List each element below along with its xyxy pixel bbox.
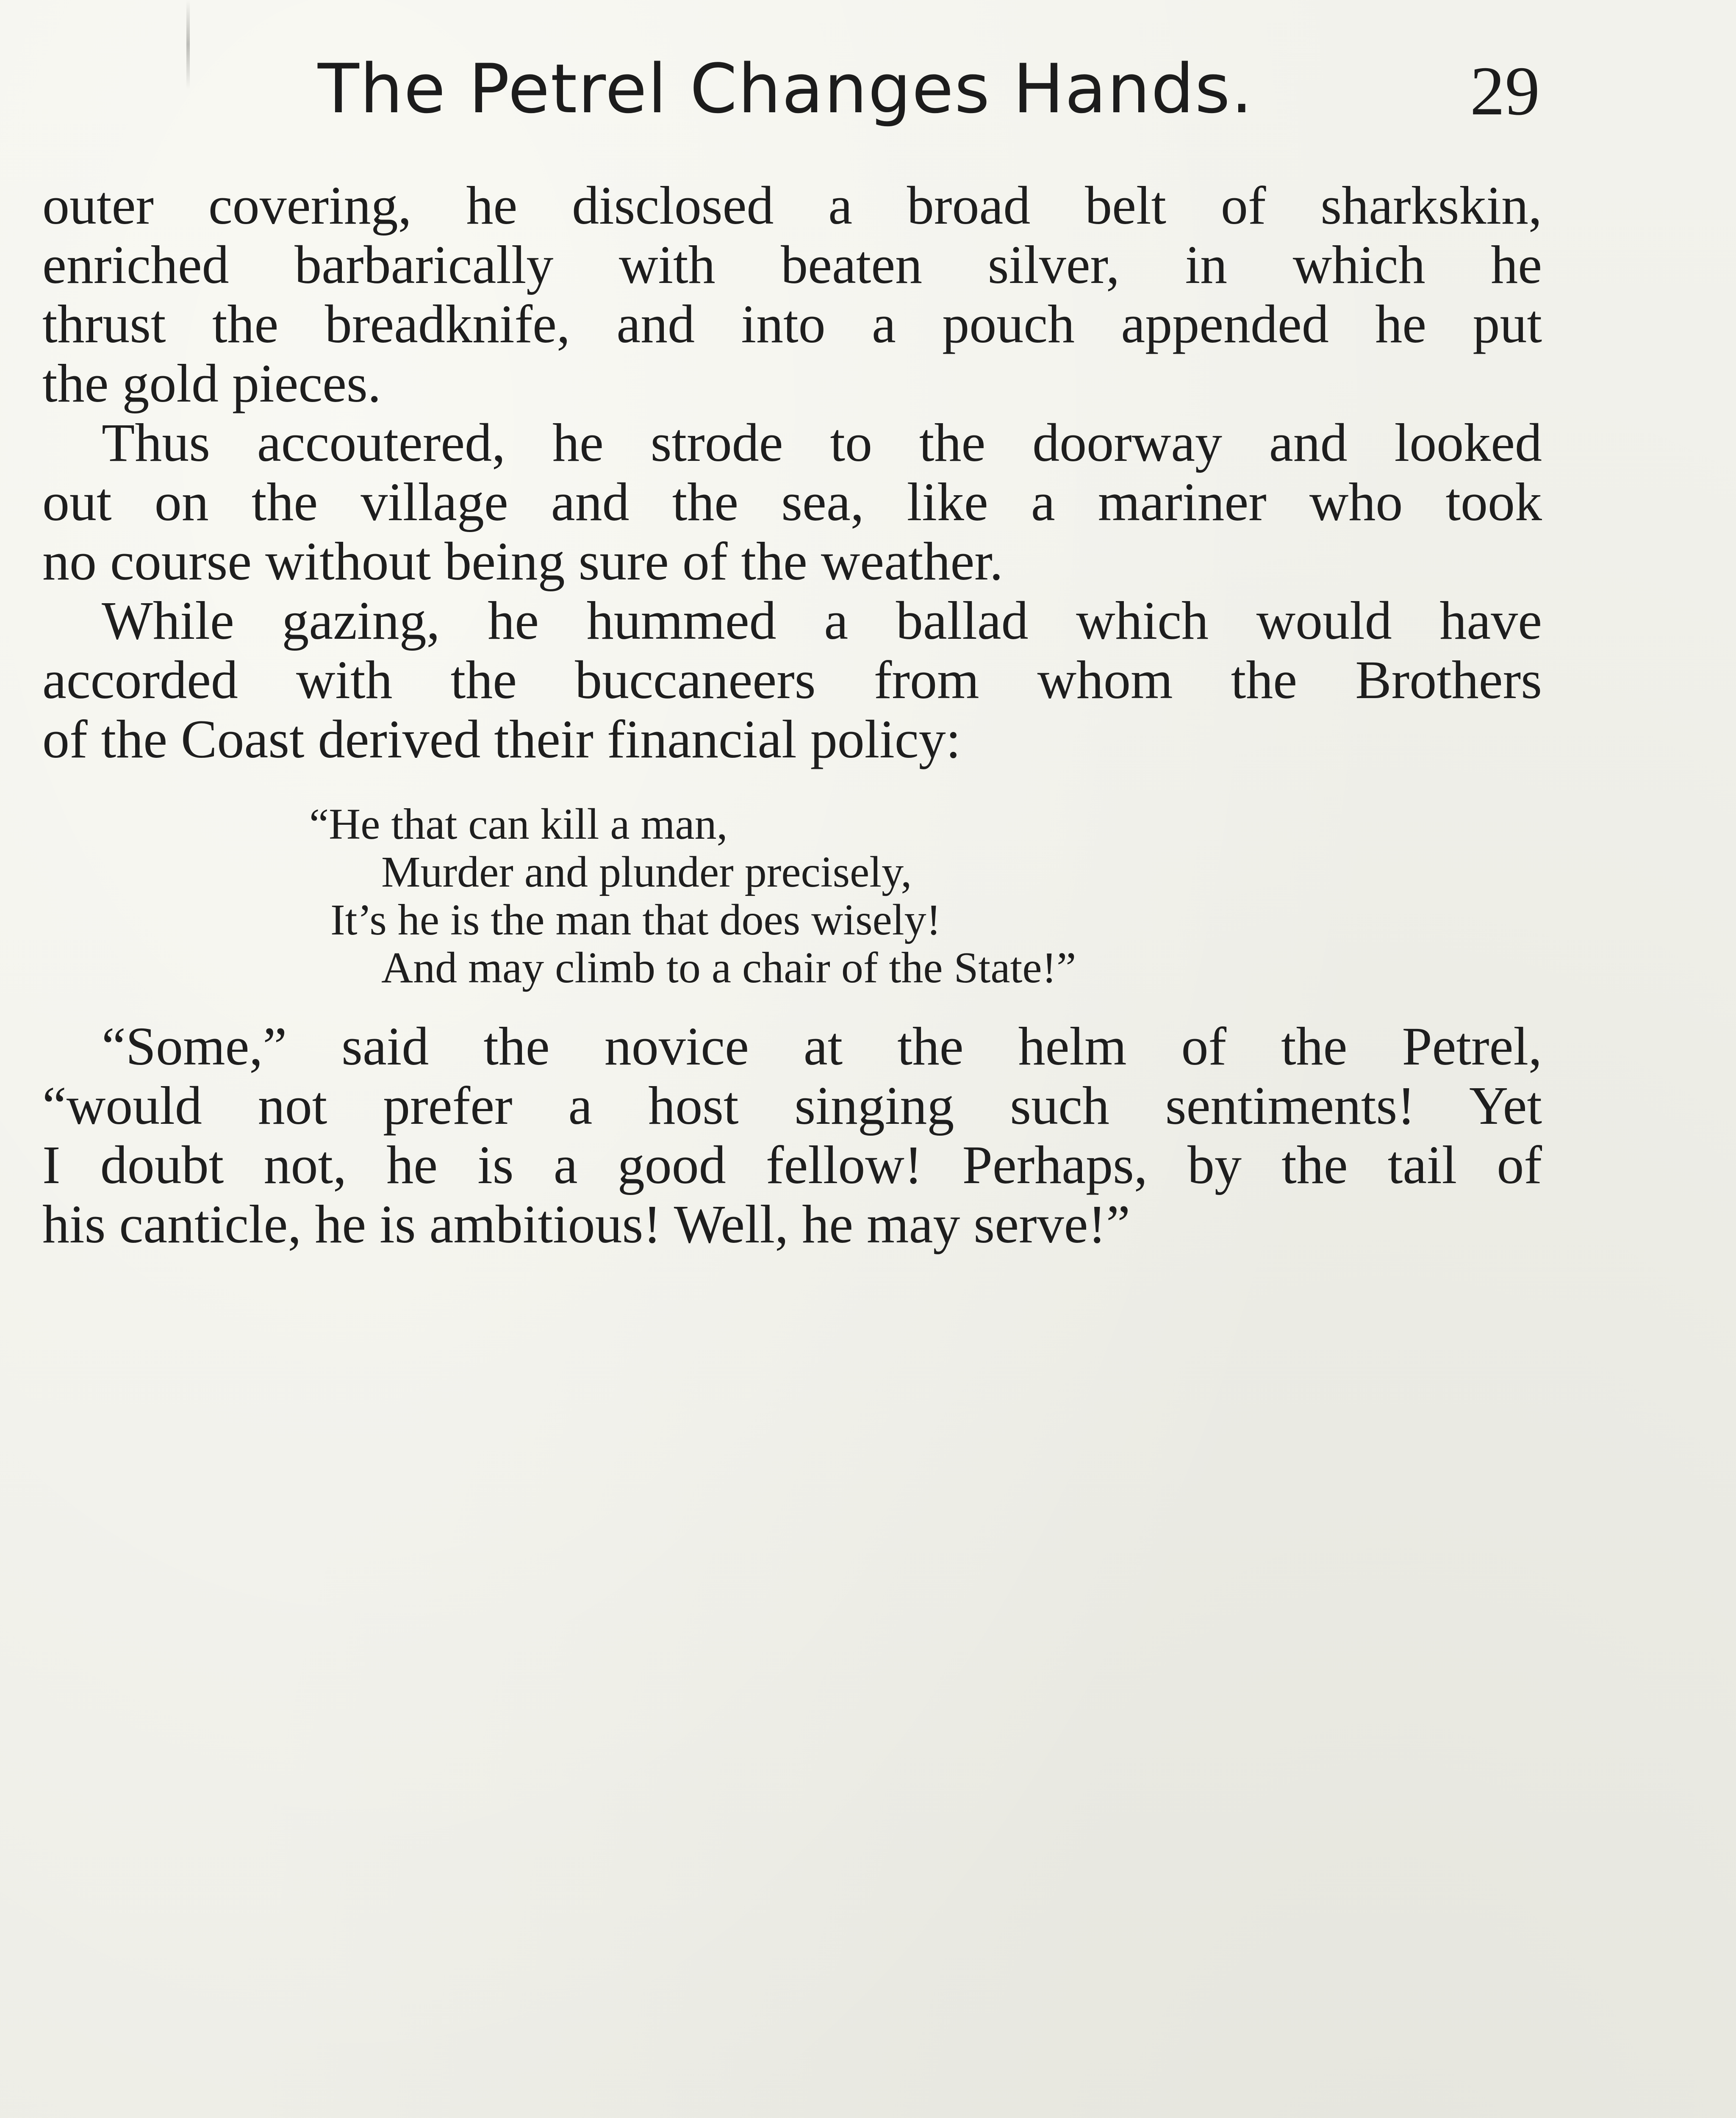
verse-line: And may climb to a chair of the State!” bbox=[381, 943, 1076, 992]
text-line: of the Coast derived their financial policy: bbox=[42, 709, 961, 769]
text-line: “would not prefer a host singing such sentiments! Yet bbox=[42, 1076, 1542, 1136]
paragraph-2 bbox=[42, 413, 1542, 591]
text-line: outer covering, he disclosed a broad belt of sharkskin, bbox=[42, 175, 1542, 236]
scan-edge-mark bbox=[186, 0, 190, 89]
verse-line: Murder and plunder precisely, bbox=[381, 848, 912, 896]
running-title: The Petrel Changes Hands. bbox=[318, 49, 1253, 128]
text-line: While gazing, he hummed a ballad which would have bbox=[102, 590, 1542, 651]
text-line: accorded with the buccaneers from whom the Brothers bbox=[42, 650, 1542, 710]
verse-line: It’s he is the man that does wisely! bbox=[330, 895, 941, 944]
verse-line: “He that can kill a man, bbox=[309, 800, 728, 848]
page-number: 29 bbox=[1470, 52, 1540, 130]
paragraph-1 bbox=[42, 176, 1542, 413]
text-line: out on the village and the sea, like a mariner who took bbox=[42, 472, 1542, 532]
closing-text bbox=[42, 1017, 1542, 1254]
text-line: the gold pieces. bbox=[42, 353, 381, 413]
text-line: no course without being sure of the weather. bbox=[42, 531, 1003, 591]
text-line: his canticle, he is ambitious! Well, he may serve!” bbox=[42, 1194, 1130, 1254]
text-line: I doubt not, he is a good fellow! Perhaps, by the tail of bbox=[42, 1135, 1542, 1195]
text-line: Thus accoutered, he strode to the doorway and looked bbox=[102, 413, 1542, 473]
text-line: “Some,” said the novice at the helm of the Petrel, bbox=[102, 1016, 1542, 1076]
paragraph-3 bbox=[42, 591, 1542, 769]
text-line: enriched barbarically with beaten silver, in which he bbox=[42, 235, 1542, 295]
body-text bbox=[42, 176, 1542, 769]
text-line: thrust the breadknife, and into a pouch appended he put bbox=[42, 294, 1542, 354]
